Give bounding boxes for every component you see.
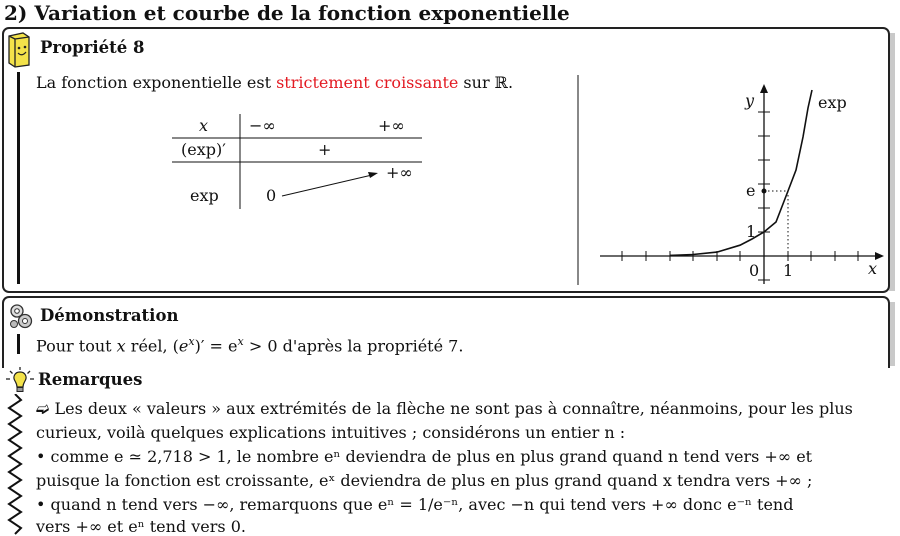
y-axis-label: y xyxy=(745,91,755,110)
remark-line-3: • comme e ≃ 2,718 > 1, le nombre eⁿ deviendra de plus en plus grand quand n tend vers +∞ et xyxy=(36,447,813,466)
remark-line-1: ➫ Les deux « valeurs » aux extrémités de la flèche ne sont pas à connaître, néanmoins, pour les plus xyxy=(36,399,853,418)
demo-part-2: réel, ( xyxy=(125,336,179,356)
exp-curve xyxy=(670,90,812,255)
demonstration-text xyxy=(36,335,463,355)
remark-line-5: • quand n tend vers −∞, remarquons que eⁿ = 1/e⁻ⁿ, avec −n qui tend vers +∞ donc e⁻ⁿ tend xyxy=(36,495,794,514)
table-x-label: x xyxy=(199,116,209,135)
tick-label-1-x: 1 xyxy=(783,261,794,280)
demo-e: e xyxy=(178,336,189,356)
statement-after: sur ℝ. xyxy=(458,73,514,92)
demo-part-4: > 0 d'après la propriété 7. xyxy=(243,336,464,356)
curve-label: exp xyxy=(818,93,847,112)
demo-sup-1: x xyxy=(188,335,195,348)
demo-part-3: )′ = e xyxy=(194,336,238,356)
remarks-zigzag-border xyxy=(6,394,24,536)
table-f-start: 0 xyxy=(266,186,277,205)
remarks-title: Remarques xyxy=(38,370,143,389)
demonstration-left-bar xyxy=(17,334,20,354)
remark-line-4: puisque la fonction est croissante, eˣ deviendra de plus en plus grand quand x tendra vers +∞ ; xyxy=(36,471,813,490)
remark-line-6: vers +∞ et eⁿ tend vers 0. xyxy=(36,517,246,536)
table-x-end: +∞ xyxy=(378,116,405,135)
demonstration-title: Démonstration xyxy=(40,306,179,325)
tick-label-1-y: 1 xyxy=(746,222,757,241)
demo-part-1: Pour tout xyxy=(36,336,117,356)
demo-var-x: x xyxy=(116,336,126,356)
x-axis-label: x xyxy=(868,259,878,278)
table-x-start: −∞ xyxy=(249,116,276,135)
statement-highlight: strictement croissante xyxy=(276,73,459,92)
table-f-label: exp xyxy=(190,186,219,205)
lightbulb-icon xyxy=(4,366,36,394)
section-title: 2) Variation et courbe de la fonction exponentielle xyxy=(4,1,570,25)
demo-sup-2: x xyxy=(237,335,244,348)
table-f-end: +∞ xyxy=(386,163,413,182)
gears-icon xyxy=(8,302,34,330)
tick-label-e: e xyxy=(746,181,756,200)
statement-before: La fonction exponentielle est xyxy=(36,73,277,92)
property-title: Propriété 8 xyxy=(40,38,145,57)
table-deriv-label: (exp)′ xyxy=(181,140,226,159)
point-e xyxy=(762,189,767,194)
origin-label: 0 xyxy=(749,261,760,280)
table-deriv-sign: + xyxy=(318,140,332,159)
remark-line-2: curieux, voilà quelques explications intuitives ; considérons un entier n : xyxy=(36,423,626,442)
